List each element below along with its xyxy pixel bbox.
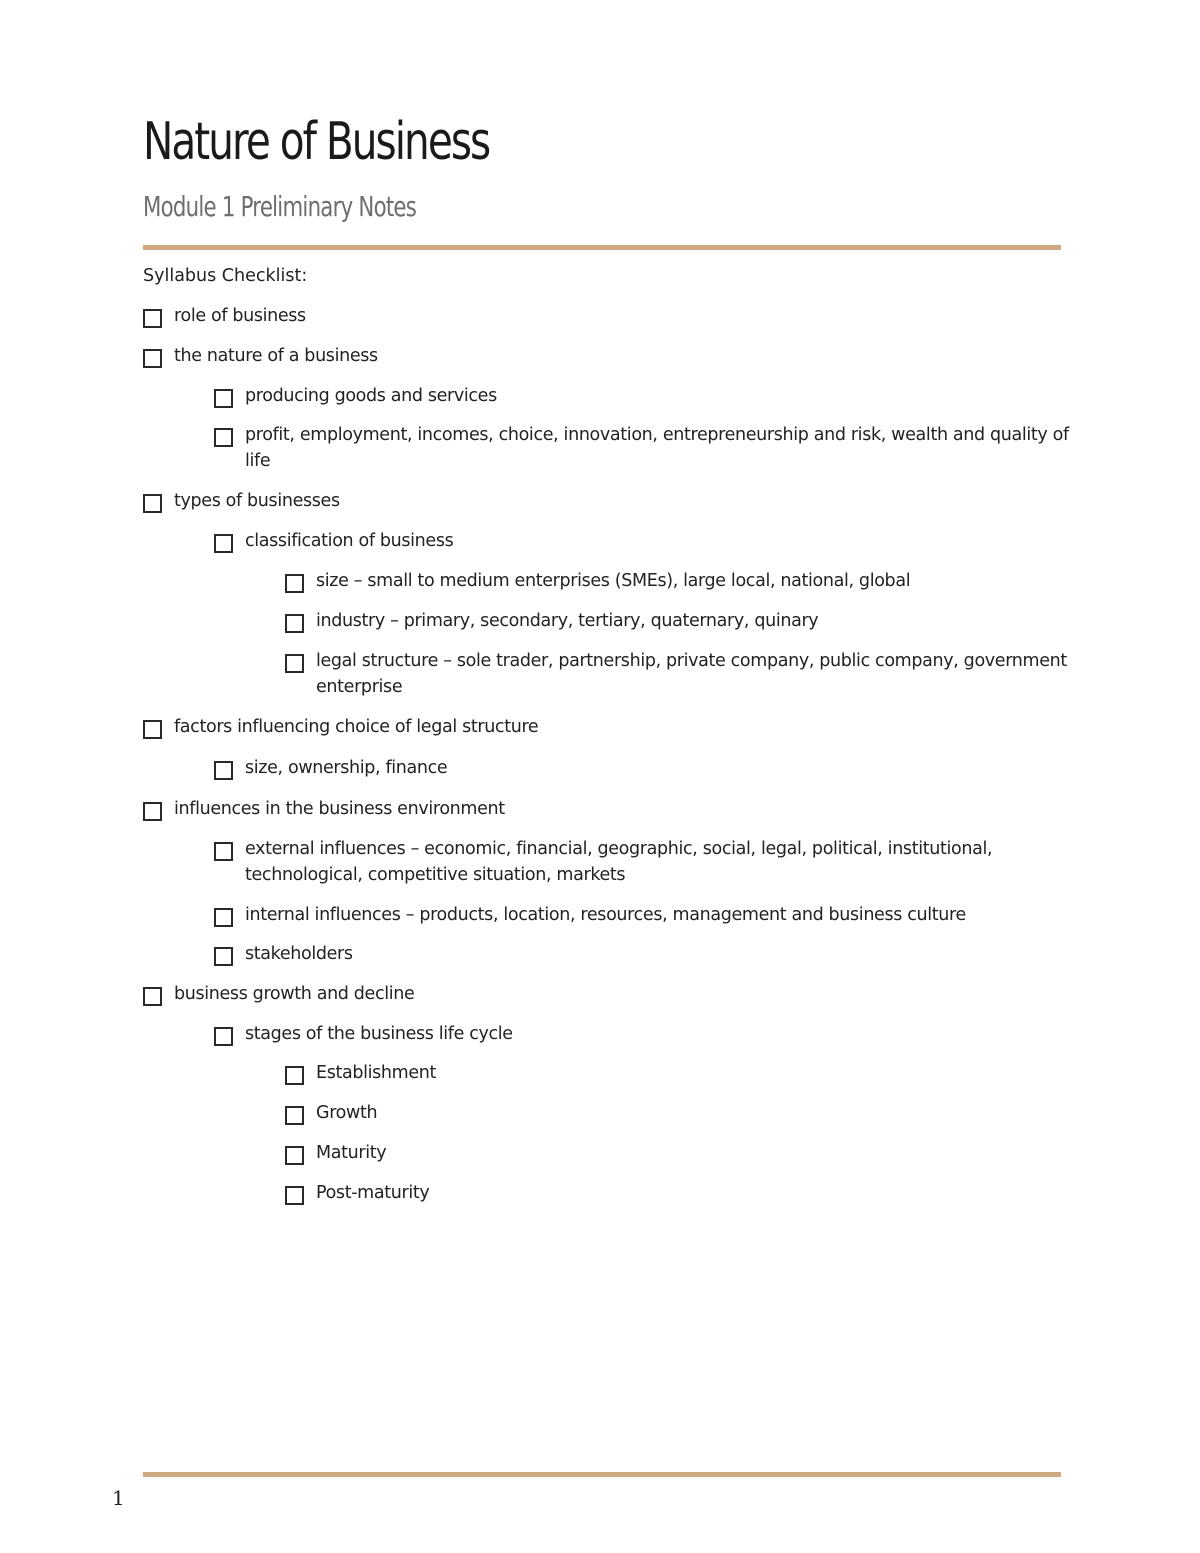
header-divider xyxy=(143,245,1061,250)
checkbox-icon[interactable] xyxy=(214,842,233,861)
checkbox-icon[interactable] xyxy=(143,309,162,328)
checkbox-icon[interactable] xyxy=(143,494,162,513)
checkbox-icon[interactable] xyxy=(143,802,162,821)
page-number: 1 xyxy=(112,1486,125,1510)
checklist-item xyxy=(285,612,1078,634)
checkbox-icon[interactable] xyxy=(214,761,233,780)
checklist-item xyxy=(143,800,1078,822)
checklist-item-text: role of business xyxy=(174,306,306,326)
checkbox-icon[interactable] xyxy=(285,654,304,673)
checkbox-icon[interactable] xyxy=(285,1186,304,1205)
checklist-item-text: classification of business xyxy=(245,531,454,551)
checklist-item-text: Post-maturity xyxy=(316,1183,430,1203)
checklist-item-text: stakeholders xyxy=(245,944,353,964)
checkbox-icon[interactable] xyxy=(285,1106,304,1125)
checkbox-icon[interactable] xyxy=(143,720,162,739)
checklist-item xyxy=(143,718,1078,740)
checkbox-icon[interactable] xyxy=(214,947,233,966)
checklist-item xyxy=(143,347,1078,369)
checklist-item-text: producing goods and services xyxy=(245,386,497,406)
checkbox-icon[interactable] xyxy=(214,1027,233,1046)
checkbox-icon[interactable] xyxy=(285,1066,304,1085)
checklist-heading: Syllabus Checklist: xyxy=(143,266,308,286)
checkbox-icon[interactable] xyxy=(214,908,233,927)
checkbox-icon[interactable] xyxy=(214,428,233,447)
checklist-item xyxy=(143,985,1078,1007)
checkbox-icon[interactable] xyxy=(143,349,162,368)
checklist-item-text: factors influencing choice of legal structure xyxy=(174,717,539,737)
checklist-item xyxy=(214,426,1078,474)
checklist-item xyxy=(214,532,1078,554)
checklist-item-text: influences in the business environment xyxy=(174,799,505,819)
checklist-item xyxy=(214,945,1078,967)
checklist-item xyxy=(285,572,1078,594)
footer-divider xyxy=(143,1472,1061,1477)
checklist-item xyxy=(143,307,1078,329)
checklist-item xyxy=(214,387,1078,409)
page-subtitle: Module 1 Preliminary Notes xyxy=(143,190,417,223)
checklist-item-text: size – small to medium enterprises (SMEs), large local, national, global xyxy=(316,571,911,591)
checklist-item-text: Growth xyxy=(316,1103,378,1123)
checklist-item xyxy=(143,492,1078,514)
checklist-item xyxy=(285,1144,1078,1166)
checklist-item-text: profit, employment, incomes, choice, innovation, entrepreneurship and risk, wealth and quality of life xyxy=(245,425,1069,471)
checklist-item-text: size, ownership, finance xyxy=(245,758,448,778)
checklist-item-text: external influences – economic, financial, geographic, social, legal, political, institutional, technological, competitive situation, markets xyxy=(245,839,993,885)
checklist-item xyxy=(214,840,1078,888)
checkbox-icon[interactable] xyxy=(285,614,304,633)
checklist-item-text: types of businesses xyxy=(174,491,340,511)
checklist-item xyxy=(285,1184,1078,1206)
checklist-item-text: Establishment xyxy=(316,1063,437,1083)
checklist-item-text: the nature of a business xyxy=(174,346,378,366)
checklist-item-text: legal structure – sole trader, partnership, private company, public company, government enterprise xyxy=(316,651,1067,697)
checkbox-icon[interactable] xyxy=(214,534,233,553)
checklist-item xyxy=(285,1064,1078,1086)
checklist-item-text: internal influences – products, location, resources, management and business culture xyxy=(245,905,966,925)
checklist-item-text: business growth and decline xyxy=(174,984,415,1004)
checkbox-icon[interactable] xyxy=(285,1146,304,1165)
checklist-item-text: stages of the business life cycle xyxy=(245,1024,513,1044)
checklist-item xyxy=(214,759,1078,781)
checkbox-icon[interactable] xyxy=(143,987,162,1006)
checkbox-icon[interactable] xyxy=(214,389,233,408)
page-title: Nature of Business xyxy=(143,112,490,172)
checkbox-icon[interactable] xyxy=(285,574,304,593)
checklist-item-text: Maturity xyxy=(316,1143,387,1163)
checklist-item xyxy=(285,652,1078,700)
checklist-item xyxy=(214,1025,1078,1047)
checklist-item-text: industry – primary, secondary, tertiary, quaternary, quinary xyxy=(316,611,819,631)
checklist-item xyxy=(285,1104,1078,1126)
checklist-item xyxy=(214,906,1078,928)
